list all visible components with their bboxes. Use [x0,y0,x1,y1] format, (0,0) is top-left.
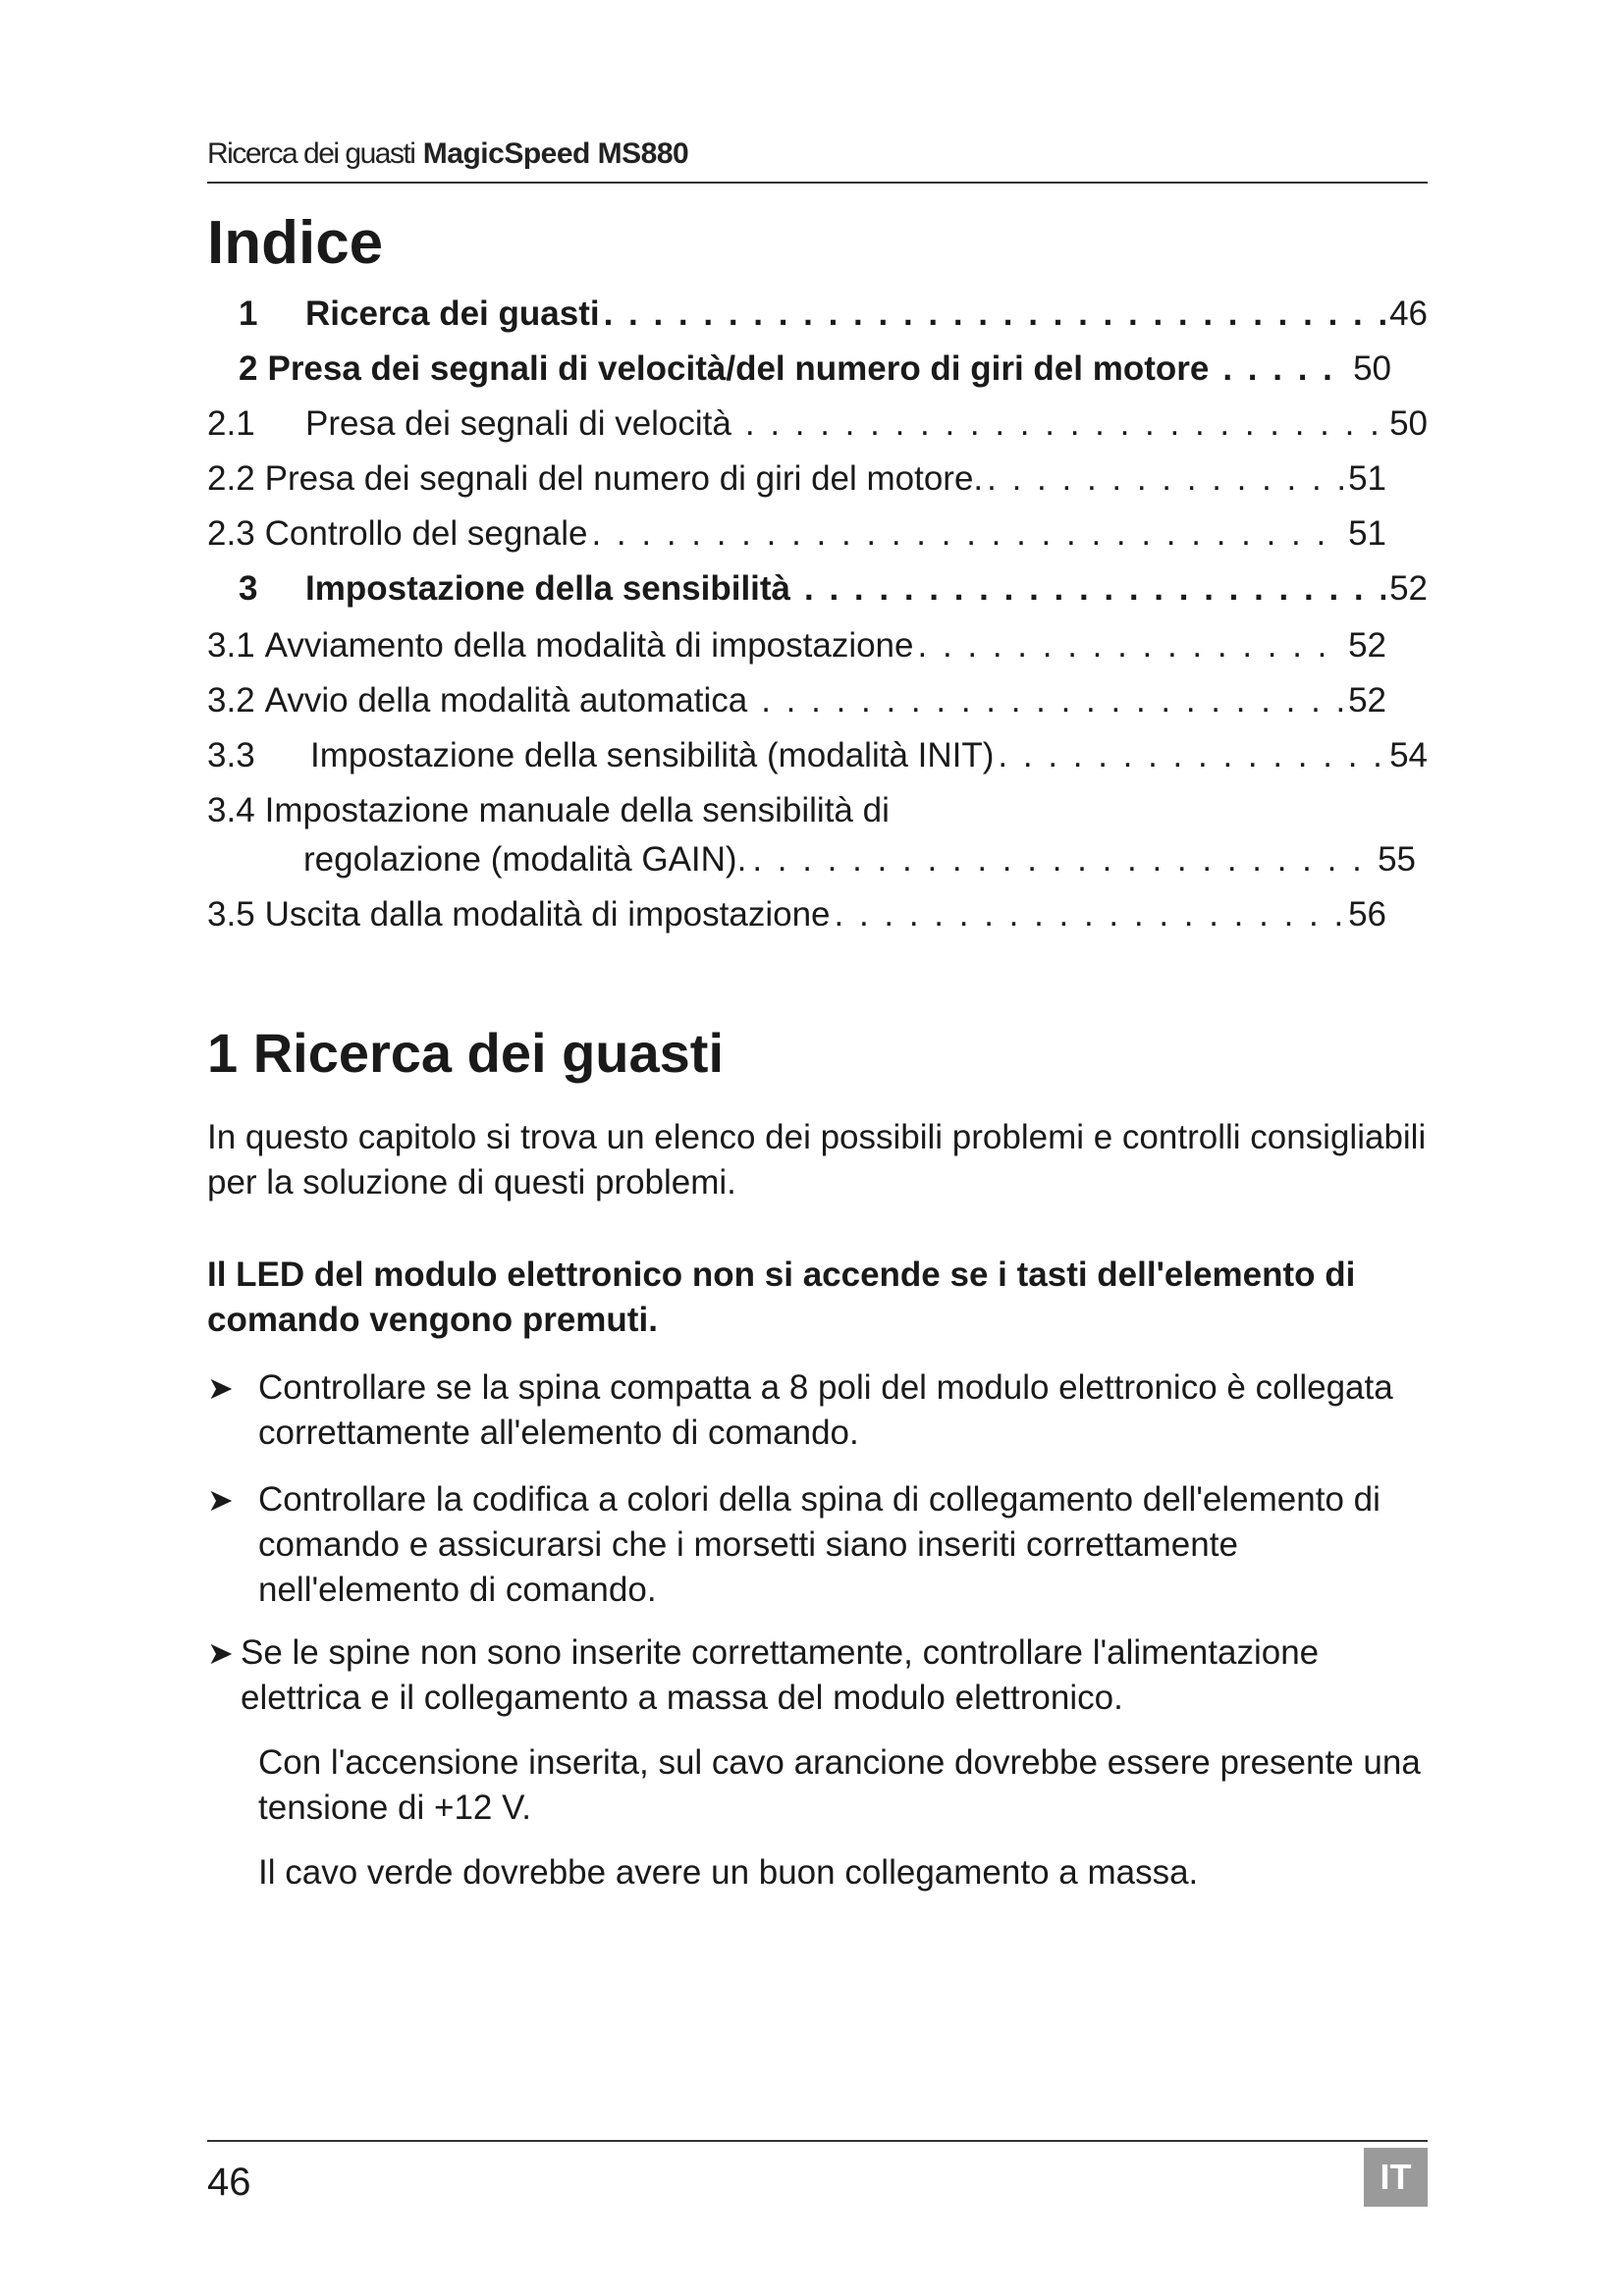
step-2: Controllare la codifica a colori della spina di collegamento dell'elemento di comando e assicurarsi che i morsetti siano inseriti correttamente nell'elemento di comando. [258,1480,1380,1609]
header-section: Ricerca dei guasti [207,137,415,170]
toc-entry-page: 51 [1348,459,1386,498]
toc-entry-page: 54 [1389,736,1428,774]
toc-entry[interactable] [207,893,1428,936]
dot-leader [604,293,1385,336]
toc-entry-page: 52 [1348,626,1386,665]
toc-entry[interactable] [207,293,1428,336]
dot-leader [918,624,1345,667]
toc-entry-text: Avvio della modalità automatica [264,681,748,720]
arrow-bullet-icon: ➤ [207,1635,234,1671]
toc-entry-number: 3 [239,569,258,608]
toc-entry-text: Ricerca dei guasti [305,294,600,333]
language-badge: IT [1364,2148,1428,2207]
toc-entry-page: 51 [1348,514,1386,553]
toc-entry-number: 3.4 [207,791,255,829]
toc-entry-number: 2 [239,349,258,388]
toc-entry[interactable] [207,789,1428,885]
toc-entry-number: 1 [239,294,258,333]
dot-leader [752,838,1374,881]
toc-entry-page: 55 [1378,840,1416,879]
footer-divider [207,2140,1428,2142]
toc-entry-text: Uscita dalla modalità di impostazione [264,895,831,934]
toc-entry-text: Impostazione della sensibilità (modalità INIT) [310,736,995,774]
toc-entry-number: 3.5 [207,895,255,934]
toc-entry-number: 3.1 [207,626,255,665]
toc-entry-number: 3.3 [207,736,255,774]
step-3 [241,1630,1428,1721]
running-header [207,134,1428,184]
toc-entry[interactable] [207,512,1428,556]
step-3-text: Se le spine non sono inserite correttamente, controllare l'alimentazione elettrica e il collegamento a massa del modulo elettronico. [241,1633,1320,1717]
toc-entry-number: 2.1 [207,404,255,443]
toc-entry-text: Impostazione manuale della sensibilità di [264,791,890,829]
toc-entry-page: 52 [1389,569,1428,608]
toc-entry-text: Avviamento della modalità di impostazione [264,626,914,665]
dot-leader [745,402,1385,446]
toc-entry-page: 46 [1389,294,1428,333]
header-product: MagicSpeed MS880 [422,137,689,170]
dot-leader [835,893,1345,936]
toc-entry-number: 2.3 [207,514,255,553]
chapter-intro: In questo capitolo si trova un elenco dei possibili problemi e controlli consigliabili per la soluzione di questi problemi. [207,1118,1427,1201]
header-text [207,134,688,174]
dot-leader [591,512,1344,556]
toc-entry[interactable] [207,347,1428,391]
dot-leader [998,734,1385,777]
dot-leader [761,679,1344,722]
toc-entry[interactable] [207,734,1428,777]
toc-entry-text: Presa dei segnali di velocità/del numero di giri del motore [267,349,1210,388]
toc-entry-number: 3.2 [207,681,255,720]
dot-leader [987,457,1344,501]
chapter-title: 1 Ricerca dei guasti [207,1022,725,1084]
toc-entry[interactable] [207,402,1428,446]
toc-entry[interactable] [207,624,1428,667]
problem-heading: Il LED del modulo elettronico non si accende se i tasti dell'elemento di comando vengono premuti. [207,1255,1356,1339]
toc-entry-page: 50 [1389,404,1428,443]
toc-entry-text: Impostazione della sensibilità [305,569,791,608]
arrow-bullet-icon: ➤ [207,1482,234,1518]
toc-entry[interactable] [207,457,1428,501]
note-1: Con l'accensione inserita, sul cavo arancione dovrebbe essere presente una tensione di +12 V. [258,1743,1421,1827]
toc-entry-page: 50 [1353,349,1391,388]
toc-entry-text: Presa dei segnali di velocità [305,404,731,443]
toc-entry[interactable] [207,679,1428,722]
toc-entry-text: Controllo del segnale [264,514,588,553]
note-2: Il cavo verde dovrebbe avere un buon collegamento a massa. [258,1853,1199,1892]
arrow-bullet-icon: ➤ [207,1370,234,1406]
toc-entry-text: Presa dei segnali del numero di giri del motore. [264,459,984,498]
step-1: Controllare se la spina compatta a 8 poli del modulo elettronico è collegata correttamente all'elemento di comando. [258,1368,1393,1452]
toc-entry-number: 2.2 [207,459,255,498]
dot-leader [1222,347,1349,391]
toc-title: Indice [207,209,384,277]
toc-entry-page: 56 [1348,895,1386,934]
toc-entry-page: 52 [1348,681,1386,720]
dot-leader [804,567,1385,611]
page-number: 46 [207,2161,251,2204]
toc-entry-text-continued: regolazione (modalità GAIN). [303,840,747,879]
toc-entry[interactable] [207,567,1428,611]
